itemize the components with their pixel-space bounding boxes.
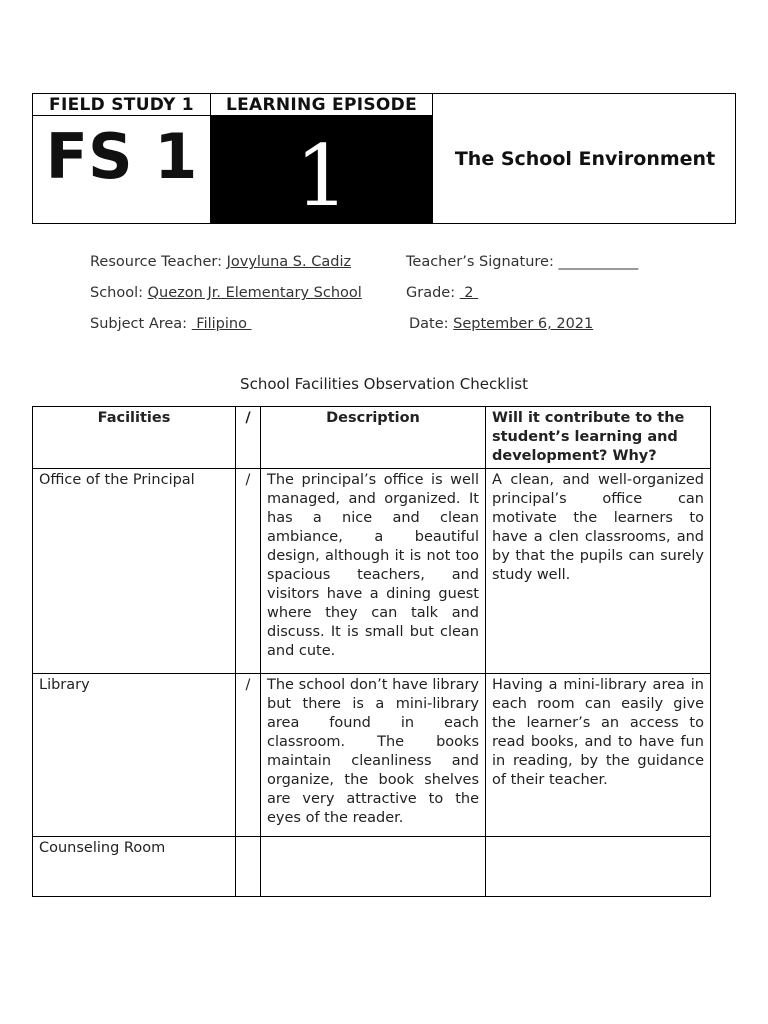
episode-number: 1 — [211, 116, 433, 224]
subject-value: Filipino — [191, 316, 252, 332]
description-cell: The school don’t have library but there is a mini-library area found in each classroom. The books maintain cleanliness and organize, the book shelves are very attractive to the eyes of the reader. — [261, 674, 486, 837]
resource-teacher-label: Resource Teacher: — [90, 254, 222, 270]
subject-line — [90, 316, 252, 332]
table-row — [33, 674, 711, 837]
grade-value: 2 — [459, 285, 479, 301]
description-cell: The principal’s office is well managed, and organized. It has a nice and clean ambiance, a beautiful design, although it is not too spacious teachers, and visitors have a dining guest where they can talk and discuss. It is small but clean and cute. — [261, 469, 486, 674]
check-cell: / — [236, 469, 261, 674]
episode-title: The School Environment — [454, 148, 716, 170]
resource-teacher-value: Jovyluna S. Cadiz — [226, 254, 352, 270]
grade-label: Grade: — [406, 285, 456, 301]
episode-header — [32, 93, 736, 224]
table-header-row — [33, 407, 711, 469]
description-cell — [261, 837, 486, 897]
date-label: Date: — [409, 316, 449, 332]
facility-cell: Office of the Principal — [33, 469, 236, 674]
table-row — [33, 469, 711, 674]
date-line — [409, 316, 593, 332]
signature-label: Teacher’s Signature: — [406, 254, 554, 270]
facility-cell: Counseling Room — [33, 837, 236, 897]
school-value: Quezon Jr. Elementary School — [147, 285, 362, 301]
subject-label: Subject Area: — [90, 316, 188, 332]
header-check: / — [236, 407, 261, 469]
field-study-label: FIELD STUDY 1 — [33, 94, 211, 116]
contribution-cell: A clean, and well-organized principal’s office can motivate the learners to have a clen classrooms, and by that the pupils can surely study well. — [486, 469, 711, 674]
check-cell — [236, 837, 261, 897]
contribution-cell — [486, 837, 711, 897]
table-row — [33, 837, 711, 897]
facilities-checklist-table — [32, 406, 711, 897]
check-cell: / — [236, 674, 261, 837]
checklist-title: School Facilities Observation Checklist — [240, 375, 528, 393]
facility-cell: Library — [33, 674, 236, 837]
learning-episode-label: LEARNING EPISODE — [211, 94, 433, 116]
date-value: September 6, 2021 — [453, 316, 594, 332]
header-facilities: Facilities — [33, 407, 236, 469]
course-code: FS 1 — [33, 116, 211, 224]
header-contribution: Will it contribute to the student’s learning and development? Why? — [486, 407, 711, 469]
resource-teacher-line — [90, 254, 351, 270]
school-line — [90, 285, 362, 301]
school-label: School: — [90, 285, 144, 301]
contribution-cell: Having a mini-library area in each room can easily give the learner’s an access to read books, and to have fun in reading, by the guidance of their teacher. — [486, 674, 711, 837]
signature-line — [406, 254, 638, 270]
signature-value: ___________ — [558, 254, 639, 270]
header-description: Description — [261, 407, 486, 469]
grade-line — [406, 285, 478, 301]
